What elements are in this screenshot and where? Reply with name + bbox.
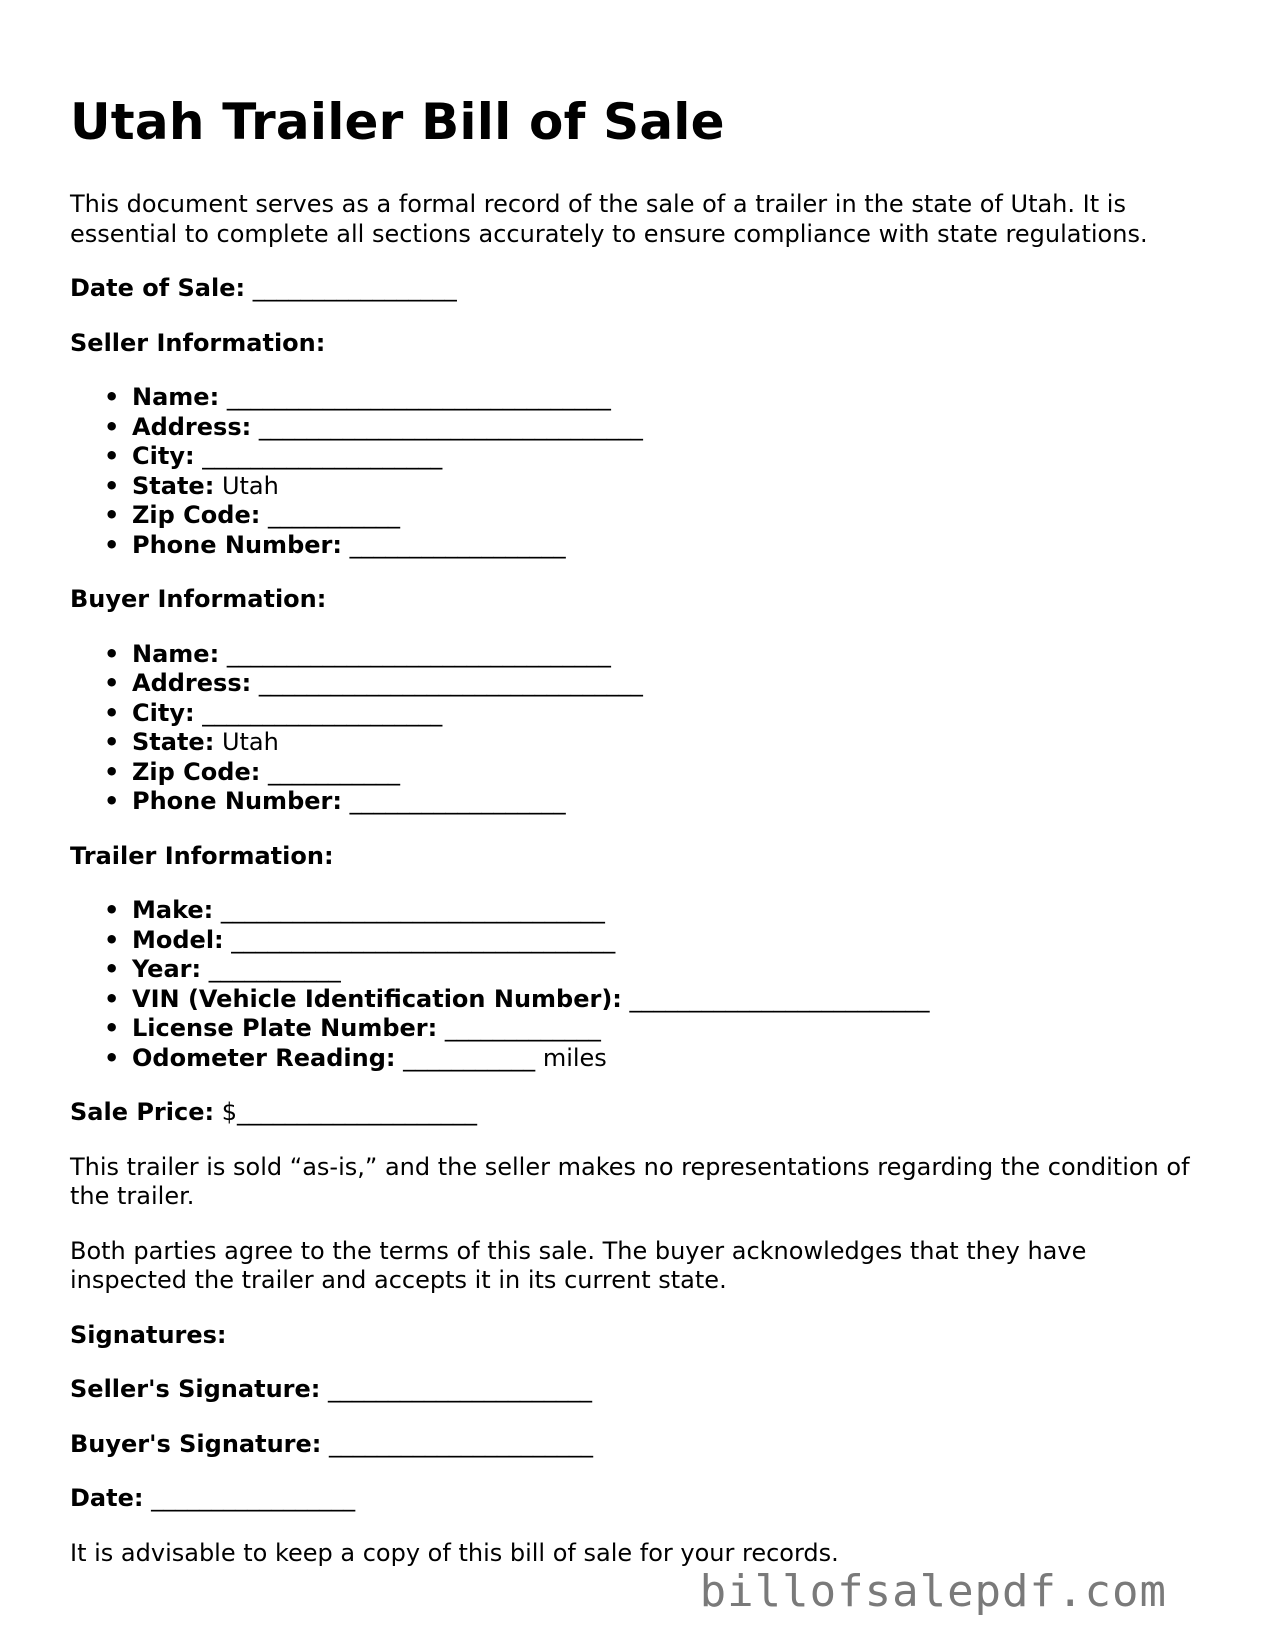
seller-state-item [132,472,1210,502]
seller-signature-blank[interactable]: ______________________ [328,1375,592,1403]
buyer-name-blank[interactable]: ________________________________ [226,639,611,668]
trailer-heading: Trailer Information: [70,841,334,870]
trailer-odometer-label: Odometer Reading: [132,1043,396,1072]
watermark: billofsalepdf.com [699,1566,1167,1617]
seller-zip-blank[interactable]: ___________ [267,501,400,529]
document-page [70,88,1210,1568]
buyer-zip-blank[interactable]: ___________ [267,757,400,786]
seller-list [70,383,1210,560]
trailer-odometer-item [132,1044,1210,1074]
trailer-model-blank[interactable]: ________________________________ [231,925,616,954]
trailer-make-item [132,896,1210,926]
trailer-year-label: Year: [132,955,202,983]
seller-zip-item [132,501,1210,531]
seller-name-label: Name: [132,383,220,411]
seller-heading: Seller Information: [70,328,326,357]
seller-city-label: City: [132,442,195,470]
signature-date-field [70,1484,1210,1514]
buyer-phone-item [132,787,1210,817]
buyer-city-item [132,699,1210,729]
buyer-signature-field [70,1430,1210,1460]
buyer-state-item [132,728,1210,758]
seller-address-label: Address: [132,412,252,441]
trailer-odometer-unit: miles [542,1043,607,1072]
closing-paragraph: It is advisable to keep a copy of this bill of sale for your records. [70,1538,839,1567]
date-of-sale-label: Date of Sale: [70,274,246,302]
trailer-make-label: Make: [132,896,214,924]
trailer-year-item [132,955,1210,985]
seller-signature-field [70,1375,1210,1405]
buyer-phone-blank[interactable]: __________________ [349,787,566,815]
trailer-vin-blank[interactable]: _________________________ [629,984,930,1013]
trailer-vin-item [132,985,1210,1015]
seller-city-item [132,442,1210,472]
seller-state-label: State: [132,471,215,500]
signature-date-label: Date: [70,1484,144,1512]
buyer-city-label: City: [132,698,195,727]
agreement-paragraph: Both parties agree to the terms of this sale. The buyer acknowledges that they have inspected the trailer and accepts it in its current state. [70,1236,1087,1294]
date-of-sale-blank[interactable]: _________________ [252,274,457,302]
seller-signature-label: Seller's Signature: [70,1375,321,1403]
seller-address-blank[interactable]: ________________________________ [258,412,643,441]
seller-zip-label: Zip Code: [132,501,261,529]
seller-address-item [132,413,1210,443]
buyer-address-item [132,669,1210,699]
signature-date-blank[interactable]: _________________ [151,1484,356,1512]
seller-city-blank[interactable]: ____________________ [202,442,443,470]
buyer-address-label: Address: [132,669,252,697]
buyer-list [70,640,1210,817]
as-is-paragraph: This trailer is sold “as-is,” and the seller makes no representations regarding the condition of the trailer. [70,1152,1190,1210]
signatures-heading: Signatures: [70,1320,227,1349]
trailer-odometer-blank[interactable]: ___________ [403,1043,536,1072]
trailer-plate-label: License Plate Number: [132,1014,438,1042]
trailer-make-blank[interactable]: ________________________________ [220,896,605,924]
trailer-plate-blank[interactable]: _____________ [444,1014,601,1042]
seller-phone-blank[interactable]: __________________ [349,530,566,559]
buyer-phone-label: Phone Number: [132,787,342,815]
sale-price-blank[interactable]: ____________________ [237,1098,478,1126]
seller-state-value: Utah [221,471,279,500]
buyer-heading: Buyer Information: [70,585,327,613]
sale-price-field [70,1098,1210,1128]
seller-name-blank[interactable]: ________________________________ [226,383,611,411]
seller-phone-item [132,531,1210,561]
trailer-model-item [132,926,1210,956]
seller-name-item [132,383,1210,413]
buyer-address-blank[interactable]: ________________________________ [258,669,643,697]
date-of-sale-field [70,274,1210,304]
buyer-state-value: Utah [221,728,279,756]
buyer-zip-item [132,758,1210,788]
buyer-signature-blank[interactable]: ______________________ [329,1429,594,1458]
trailer-year-blank[interactable]: ___________ [208,955,341,983]
trailer-model-label: Model: [132,925,224,954]
buyer-name-label: Name: [132,639,220,668]
buyer-city-blank[interactable]: ____________________ [202,698,443,727]
buyer-name-item [132,640,1210,670]
trailer-list [70,896,1210,1073]
buyer-zip-label: Zip Code: [132,757,261,786]
sale-price-currency: $ [221,1098,238,1126]
seller-phone-label: Phone Number: [132,530,342,559]
document-title: Utah Trailer Bill of Sale [70,93,725,151]
buyer-state-label: State: [132,728,215,756]
trailer-plate-item [132,1014,1210,1044]
trailer-vin-label: VIN (Vehicle Identification Number): [132,984,622,1013]
buyer-signature-label: Buyer's Signature: [70,1429,322,1458]
intro-paragraph: This document serves as a formal record of the sale of a trailer in the state of Utah. It is essential to complete all sections accurately to ensure compliance with state regulations. [70,190,1148,248]
sale-price-label: Sale Price: [70,1098,215,1126]
